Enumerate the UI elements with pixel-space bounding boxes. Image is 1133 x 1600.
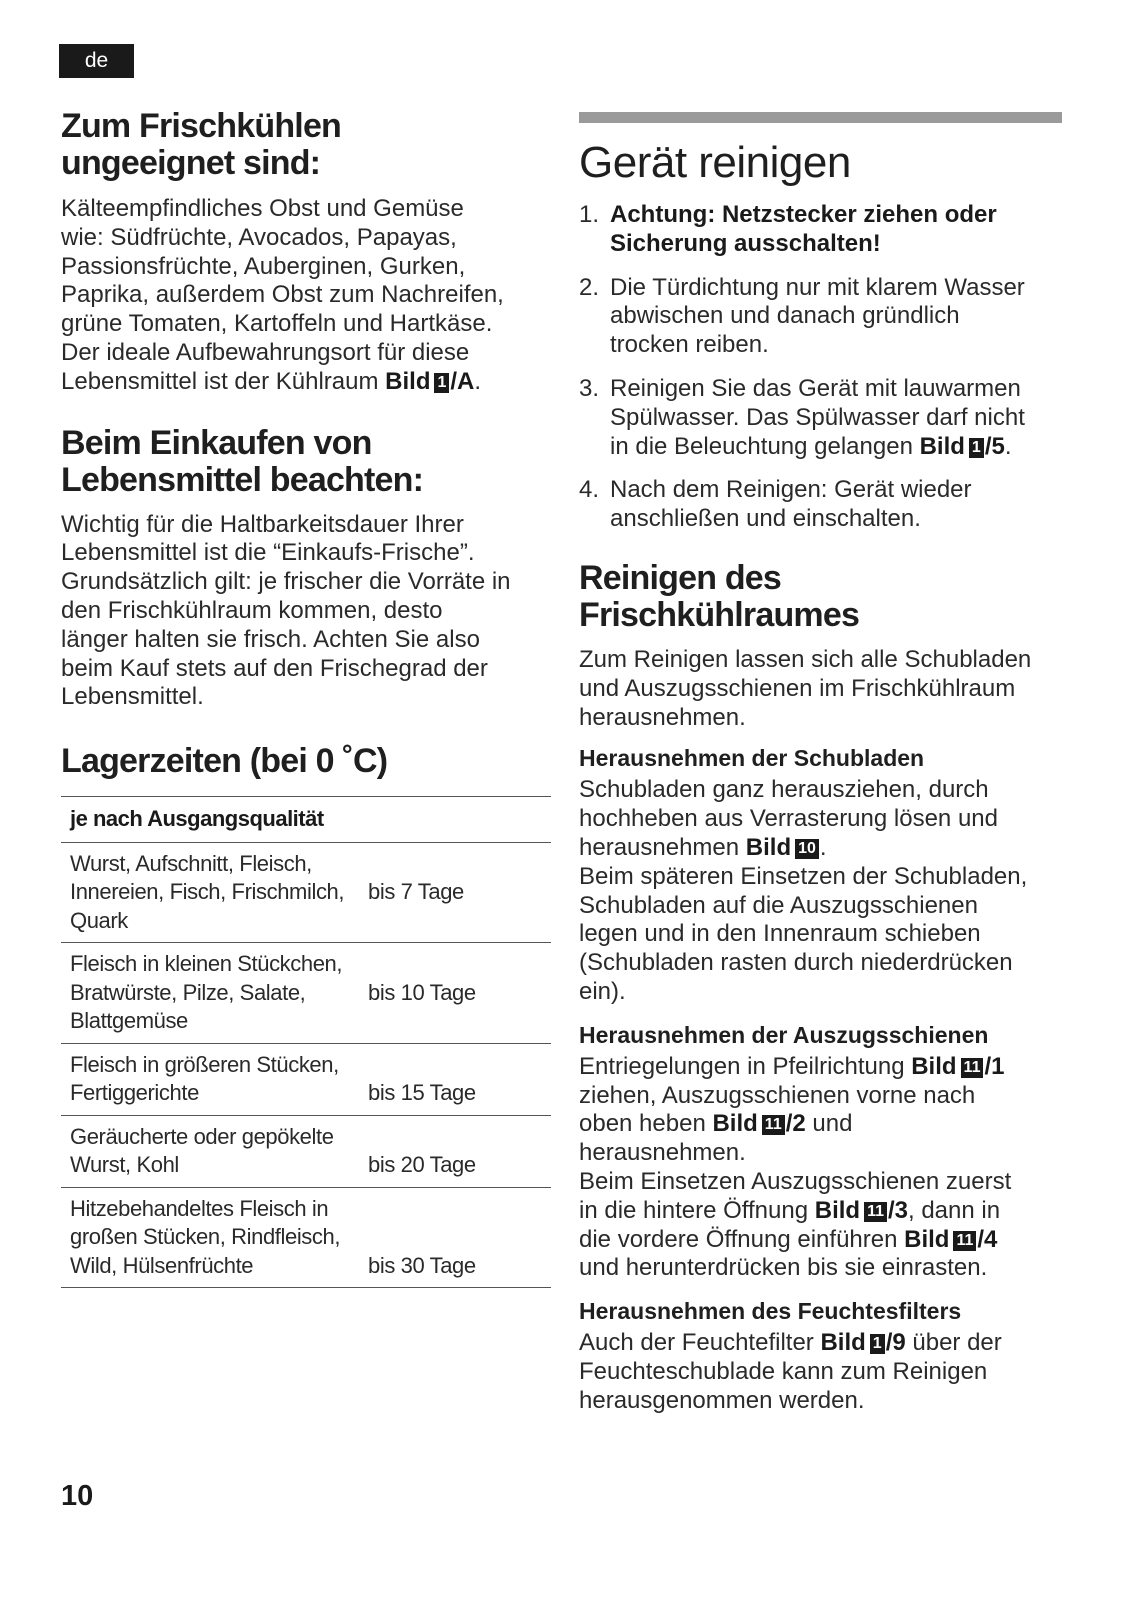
figure-ref: Bild 10 xyxy=(746,834,820,861)
remove-drawers-paragraph: Schubladen ganz herausziehen, durch hochheben aus Verrasterung lösen und herausnehmen Bild 10 . Beim späteren Einsetzen der Schubladen, Schubladen auf die Auszugsschienen legen und in den Innenraum schieben (Schubladen rasten durch niederdrücken ein). xyxy=(579,776,1028,1005)
fresh-compartment-paragraph: Zum Reinigen lassen sich alle Schubladen und Auszugsschienen im Frischkühlraum herausnehmen. xyxy=(579,645,1032,731)
figure-ref: Bild 1 /9 xyxy=(820,1329,906,1357)
table-row xyxy=(61,1187,551,1288)
table-header-row xyxy=(61,797,551,843)
time-cell: bis 7 Tage xyxy=(360,842,551,943)
language-badge: de xyxy=(59,44,134,78)
section-rule xyxy=(579,112,1062,123)
food-cell: Fleisch in größeren Stücken, Fertiggerichte xyxy=(61,1043,360,1115)
time-cell: bis 10 Tage xyxy=(360,943,551,1044)
remove-rails-section xyxy=(579,1020,1074,1283)
figure-ref: Bild 11 /2 xyxy=(712,1110,806,1138)
figure-number-badge: 1 xyxy=(870,1334,885,1354)
remove-drawers-section xyxy=(579,743,1074,1006)
food-cell: Wurst, Aufschnitt, Fleisch, Innereien, Fisch, Frischmilch, Quark xyxy=(61,842,360,943)
food-cell: Fleisch in kleinen Stückchen, Bratwürste, Pilze, Salate, Blattgemüse xyxy=(61,943,360,1044)
shopping-heading: Beim Einkaufen von Lebensmittel beachten: xyxy=(61,423,424,499)
remove-drawers-heading: Herausnehmen der Schubladen xyxy=(579,745,925,772)
time-cell: bis 30 Tage xyxy=(360,1187,551,1288)
list-item: 4. Nach dem Reinigen: Gerät wieder anschließen und einschalten. xyxy=(579,476,972,533)
table-header-cell: je nach Ausgangsqualität xyxy=(61,797,551,843)
storage-times-table xyxy=(61,796,551,1288)
time-cell: bis 15 Tage xyxy=(360,1043,551,1115)
table-row xyxy=(61,842,551,943)
fresh-compartment-section xyxy=(579,560,1074,732)
table-row xyxy=(61,1043,551,1115)
cleaning-steps-list xyxy=(579,201,1074,534)
remove-rails-heading: Herausnehmen der Auszugsschienen xyxy=(579,1021,989,1048)
remove-filter-heading: Herausnehmen des Feuchtesfilters xyxy=(579,1298,962,1325)
unsuitable-paragraph: Kälteempfindliches Obst und Gemüse wie: Südfrüchte, Avocados, Papayas, Passionsfrüchte, Auberginen, Gurken, Paprika, außerdem Obst zum Nachreifen, grüne Tomaten, Kartoffeln und Hartkäse. Der ideale Aufbewahrungsort für diese Lebensmittel ist der Kühlraum Bild 1 /A. xyxy=(61,195,504,395)
figure-number-badge: 1 xyxy=(434,373,449,393)
time-cell: bis 20 Tage xyxy=(360,1115,551,1187)
figure-ref: Bild 11 /4 xyxy=(904,1225,998,1253)
cleaning-heading: Gerät reinigen xyxy=(579,138,851,187)
remove-rails-paragraph: Entriegelungen in Pfeilrichtung Bild 11 /1 ziehen, Auszugsschienen vorne nach oben heben Bild 11 /2 und herausnehmen. Beim Einsetzen Auszugsschienen zuerst in die hintere Öffnung Bild 11 /3, dann in die vordere Öffnung einführen Bild 11 /4 und herunterdrücken bis sie einrasten. xyxy=(579,1052,1012,1282)
figure-number-badge: 1 xyxy=(969,438,984,458)
list-item: 1. Achtung: Netzstecker ziehen oder Sicherung ausschalten! xyxy=(579,201,997,257)
list-item: 3. Reinigen Sie das Gerät mit lauwarmen Spülwasser. Das Spülwasser darf nicht in die Beleuchtung gelangen Bild 1 /5. xyxy=(579,374,1025,460)
food-cell: Hitzebehandeltes Fleisch in großen Stücken, Rindfleisch, Wild, Hülsenfrüchte xyxy=(61,1187,360,1288)
unsuitable-heading: Zum Frischkühlen ungeeignet sind: xyxy=(61,107,342,182)
figure-number-badge: 11 xyxy=(864,1202,887,1222)
figure-ref: Bild 1 /5 xyxy=(919,432,1005,460)
figure-number-badge: 11 xyxy=(762,1115,785,1135)
shopping-section xyxy=(61,425,551,713)
table-row xyxy=(61,943,551,1044)
remove-filter-section xyxy=(579,1296,1074,1415)
figure-ref: Bild 11 /1 xyxy=(911,1052,1005,1080)
right-column xyxy=(579,112,1074,1416)
figure-ref: Bild 11 /3 xyxy=(814,1196,908,1224)
shopping-paragraph: Wichtig für die Haltbarkeitsdauer Ihrer Lebensmittel ist die “Einkaufs-Frische”. Grundsätzlich gilt: je frischer die Vorräte in den Frischkühlraum kommen, desto länger halten sie frisch. Achten Sie also beim Kauf stets auf den Frischegrad der Lebensmittel. xyxy=(61,510,511,711)
left-column xyxy=(61,108,551,1288)
unsuitable-section xyxy=(61,108,551,397)
fresh-compartment-heading: Reinigen des Frischkühlraumes xyxy=(579,558,860,634)
storage-times-heading: Lagerzeiten (bei 0 ˚C) xyxy=(61,742,388,781)
figure-number-badge: 11 xyxy=(953,1231,976,1251)
figure-number-badge: 10 xyxy=(795,839,819,859)
list-item: 2. Die Türdichtung nur mit klarem Wasser abwischen und danach gründlich trocken reiben. xyxy=(579,273,1025,359)
page-number: 10 xyxy=(61,1480,94,1512)
figure-ref: Bild 1 /A xyxy=(385,367,475,395)
table-row xyxy=(61,1115,551,1187)
remove-filter-paragraph: Auch der Feuchtefilter Bild 1 /9 über der Feuchteschublade kann zum Reinigen herausgenommen werden. xyxy=(579,1329,1002,1414)
figure-number-badge: 11 xyxy=(961,1058,984,1078)
storage-times-section xyxy=(61,743,551,1288)
food-cell: Geräucherte oder gepökelte Wurst, Kohl xyxy=(61,1115,360,1187)
